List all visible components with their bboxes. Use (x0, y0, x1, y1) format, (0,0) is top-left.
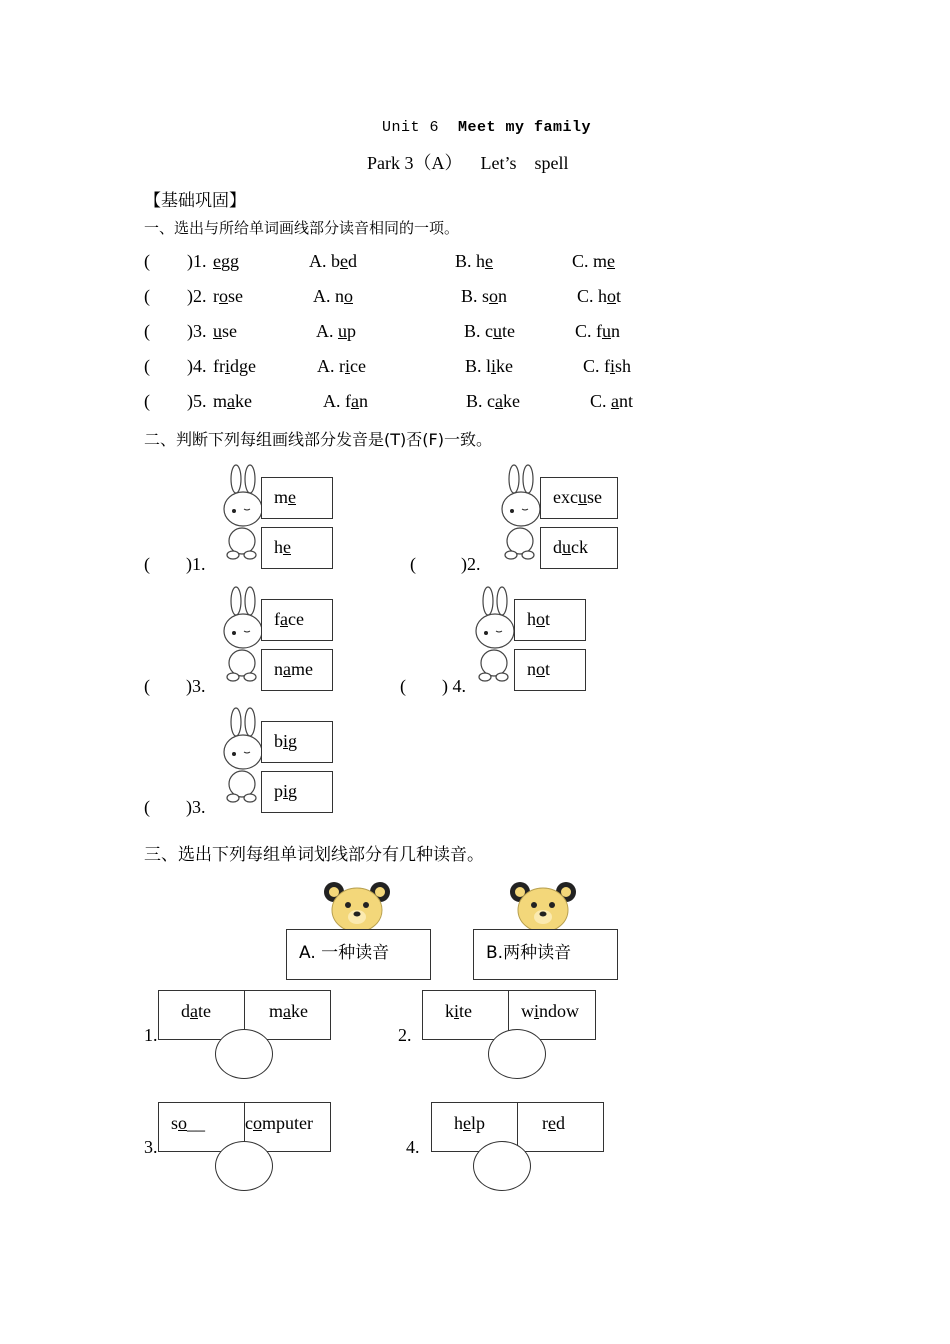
word: help (454, 1113, 486, 1133)
option-a: A. no (313, 286, 353, 306)
underlined-letter: a (227, 391, 236, 411)
word-box-top (261, 721, 333, 763)
option-a-box: A. 一种读音 (286, 929, 431, 980)
underlined-letter: a (283, 659, 291, 679)
word: make (269, 1001, 309, 1021)
rabbit-icon (222, 465, 266, 561)
underlined-letter: u (213, 321, 222, 341)
question-number: )3. (187, 321, 207, 341)
question-number: )5. (187, 391, 207, 411)
answer-label[interactable]: ( ) 4. (400, 676, 466, 696)
word-box-bottom (261, 527, 333, 569)
underlined-letter: e (548, 1113, 556, 1133)
q3-title: 三、选出下列每组单词划线部分有几种读音。 (144, 845, 484, 865)
answer-circle[interactable] (473, 1141, 531, 1191)
underlined-letter: o (536, 659, 545, 679)
option-b: B. like (465, 356, 514, 376)
lesson-title: Park 3（A） Let’s spell (367, 153, 569, 173)
word: big (274, 731, 298, 751)
question-word: use (213, 321, 237, 341)
underlined-letter: o (253, 1113, 262, 1133)
option-b: B. son (461, 286, 508, 306)
word-box-top (540, 477, 618, 519)
word: pig (274, 781, 298, 801)
underlined-letter: a (611, 391, 620, 411)
underlined-letter: a (190, 1001, 198, 1021)
rabbit-icon (222, 587, 266, 683)
option-b-box: B.两种读音 (473, 929, 618, 980)
answer-paren[interactable]: ( (144, 251, 150, 271)
answer-paren[interactable]: ( (144, 286, 150, 306)
word-box-bottom (514, 649, 586, 691)
word: me (274, 487, 297, 507)
word-box-top (261, 477, 333, 519)
word: hot (527, 609, 551, 629)
unit-label: Unit 6 Meet my family (382, 119, 592, 136)
underlined-letter: o (178, 1113, 188, 1133)
q1-title: 一、选出与所给单词画线部分读音相同的一项。 (144, 219, 460, 237)
word: date (181, 1001, 211, 1021)
underlined-letter: e (607, 251, 616, 271)
word: duck (553, 537, 588, 557)
underlined-letter: u (577, 487, 587, 507)
section-tag: 【基础巩固】 (144, 191, 246, 211)
word-box-top (514, 599, 586, 641)
word: kite (445, 1001, 473, 1021)
unit-title: Meet my family (458, 119, 592, 136)
answer-label[interactable]: ( )3. (144, 797, 206, 817)
word: red (542, 1113, 565, 1133)
option-a: A. rice (317, 356, 366, 376)
word: excuse (553, 487, 602, 507)
underlined-letter: a (351, 391, 359, 411)
word: name (274, 659, 313, 679)
underlined-letter: a (495, 391, 503, 411)
option-c: C. me (572, 251, 616, 271)
underlined-letter: i (610, 356, 616, 376)
underlined-letter: o (344, 286, 353, 306)
word: he (274, 537, 291, 557)
underlined-letter: i (454, 1001, 460, 1021)
word-box-bottom (540, 527, 618, 569)
question-word: egg (213, 251, 239, 271)
answer-paren[interactable]: ( (144, 356, 150, 376)
left-cell (423, 991, 509, 1039)
question-word: rose (213, 286, 243, 306)
underlined-letter: i (225, 356, 231, 376)
underlined-letter: i (345, 356, 351, 376)
answer-circle[interactable] (215, 1141, 273, 1191)
word: not (527, 659, 551, 679)
option-c: C. ant (590, 391, 634, 411)
underlined-letter: i (283, 781, 289, 801)
underlined-letter: e (213, 251, 221, 271)
question-number: )1. (187, 251, 207, 271)
rabbit-icon (474, 587, 518, 683)
underlined-letter: o (536, 609, 545, 629)
bear-icon (508, 880, 578, 932)
underlined-letter: u (493, 321, 502, 341)
answer-label[interactable]: ( )2. (410, 554, 481, 574)
question-word: make (213, 391, 253, 411)
word-box-bottom (261, 649, 333, 691)
word: computer (245, 1113, 313, 1133)
answer-circle[interactable] (215, 1029, 273, 1079)
answer-paren[interactable]: ( (144, 391, 150, 411)
question-word: fridge (213, 356, 257, 376)
option-c: C. fun (575, 321, 620, 341)
option-b: B. cake (466, 391, 520, 411)
answer-circle[interactable] (488, 1029, 546, 1079)
right-cell (518, 1103, 605, 1151)
underlined-letter: e (283, 537, 291, 557)
option-c: C. hot (577, 286, 622, 306)
question-number: )2. (187, 286, 207, 306)
option-c: C. fish (583, 356, 632, 376)
option-a: A. bed (309, 251, 357, 271)
word: face (274, 609, 304, 629)
underlined-letter: e (485, 251, 494, 271)
item-number: 3. (144, 1137, 158, 1157)
underlined-letter: i (283, 731, 289, 751)
option-b: B. cute (464, 321, 515, 341)
word: window (521, 1001, 580, 1021)
underlined-letter: o (219, 286, 228, 306)
item-number: 1. (144, 1025, 158, 1045)
answer-label[interactable]: ( )1. (144, 554, 206, 574)
underlined-letter: u (562, 537, 571, 557)
bear-icon (322, 880, 392, 932)
rabbit-icon (222, 708, 266, 804)
underlined-letter: o (607, 286, 617, 306)
word: so__ (171, 1113, 206, 1133)
underlined-letter: o (489, 286, 499, 306)
underlined-letter: e (288, 487, 297, 507)
underlined-letter: u (338, 321, 347, 341)
q2-title: 二、判断下列每组画线部分发音是(T)否(F)一致。 (144, 430, 492, 449)
underlined-letter: e (340, 251, 348, 271)
underlined-letter: e (463, 1113, 471, 1133)
underlined-letter: a (283, 1001, 292, 1021)
question-number: )4. (187, 356, 207, 376)
underlined-letter: i (491, 356, 497, 376)
item-number: 4. (406, 1137, 420, 1157)
underlined-letter: i (534, 1001, 540, 1021)
rabbit-icon (500, 465, 544, 561)
word-box-bottom (261, 771, 333, 813)
underlined-letter: u (602, 321, 611, 341)
underlined-letter: a (280, 609, 288, 629)
item-number: 2. (398, 1025, 412, 1045)
option-b: B. he (455, 251, 494, 271)
answer-paren[interactable]: ( (144, 321, 150, 341)
answer-label[interactable]: ( )3. (144, 676, 206, 696)
option-a: A. up (316, 321, 356, 341)
word-box-top (261, 599, 333, 641)
option-a: A. fan (323, 391, 368, 411)
